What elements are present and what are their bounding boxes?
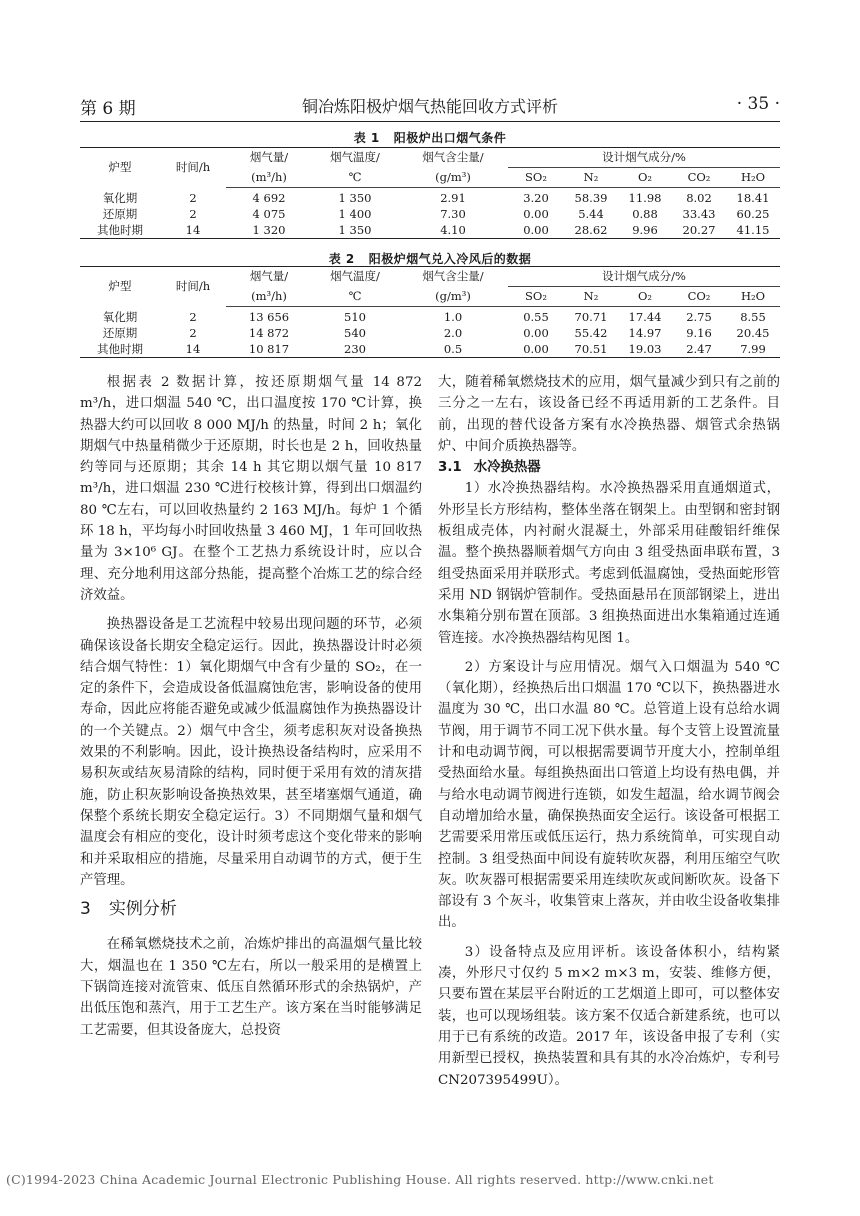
table-row (80, 307, 780, 326)
table-cell: 8.55 (740, 310, 766, 324)
table-row (80, 222, 780, 239)
table1-header-dust: 烟气含尘量/ (398, 148, 508, 168)
table-cell: 230 (312, 341, 398, 358)
table-cell: 氧化期 (102, 190, 138, 205)
table2-number: 表 2 (328, 252, 355, 266)
table-cell: 4 692 (252, 191, 286, 205)
table-cell: 70.51 (564, 341, 618, 358)
table-cell: 其他时期 (80, 222, 160, 239)
table-cell: 0.88 (632, 207, 658, 221)
table-cell: 33.43 (682, 207, 716, 221)
table1-header-temp-unit: ℃ (312, 168, 398, 188)
table-cell: 1 350 (338, 191, 372, 205)
table-cell: 9.96 (618, 222, 672, 239)
table-cell: 7.30 (440, 207, 466, 221)
table2-header-so2: SO₂ (508, 287, 564, 307)
table1-caption (80, 129, 780, 146)
table2-header-co2: CO₂ (672, 287, 726, 307)
table2-header-dust-unit: (g/m³) (398, 287, 508, 307)
body-paragraph: 根据表 2 数据计算，按还原期烟气量 14 872 m³/h，进口烟温 540 ℃，出口温度按 170 ℃计算，换热器大约可以回收 8 000 MJ/h 的热量，时间 2 h；氧化期烟气中热量稍微少于还原期，时长也是 2 h，回收热量约等同与还原期；其余 14 h 其它期以烟气量 10 817 m³/h，进口烟温 230 ℃进行校核计算，得到出口烟温约 80 ℃左右，可以回收热量约 2 163 MJ/h。每炉 1 个循环 18 h，平均每小时回收热量 3 460 MJ，1 年可回收热量为 3×10⁶ GJ。在整个工艺热力系统设计时，应以合理、充分地利用这部分热能，提高整个冶炼工艺的综合经济效益。 (80, 375, 422, 603)
table-cell: 0.00 (523, 207, 549, 221)
table1-title: 阳极炉出口烟气条件 (393, 131, 507, 145)
table2-header-composition: 设计烟气成分/% (508, 267, 780, 287)
table1-header-time: 时间/h (160, 148, 226, 188)
table-cell: 其他时期 (80, 341, 160, 358)
table-cell: 18.41 (736, 191, 770, 205)
table1-header-so2: SO₂ (508, 168, 564, 188)
section-number: 3 (80, 899, 91, 920)
table-cell: 1 320 (226, 222, 312, 239)
page-number: · 35 · (736, 94, 780, 114)
subsection-number: 3.1 (438, 460, 462, 476)
table-cell: 58.39 (574, 191, 608, 205)
subsection-title: 水冷换热器 (473, 460, 541, 476)
table1-header-o2: O₂ (618, 168, 672, 188)
table-cell: 20.27 (672, 222, 726, 239)
table2-caption (80, 250, 780, 267)
table-cell: 510 (344, 310, 366, 324)
table2-title: 阳极炉烟气兑入冷风后的数据 (368, 252, 532, 266)
body-paragraph: 换热器设备是工艺流程中较易出现问题的环节，必须确保该设备长期安全稳定运行。因此，换热器设计时必须结合烟气特性：1）氧化期烟气中含有少量的 SO₂，在一定的条件下，会造成设备低温腐蚀危害，影响设备的使用寿命，因此应将能否避免或减少低温腐蚀作为换热器设计的一个关键点。2）烟气中含尘，须考虑积灰对设备换热效果的不利影响。因此，设计换热设备结构时，应采用不易积灰或结灰易清除的结构，同时便于采用有效的清灰措施，防止积灰影响设备换热效果，甚至堵塞烟气通道，确保整个系统长期安全稳定运行。3）不同期烟气量和烟气温度会有相应的变化，设计时须考虑这个变化带来的影响和并采取相应的措施，尽量采用自动调节的方式，便于生产管理。 (80, 617, 422, 888)
body-paragraph: 在稀氧燃烧技术之前，冶炼炉排出的高温烟气量比较大，烟温也在 1 350 ℃左右，所以一般采用的是横置上下锅筒连接对流管束、低压自然循环形式的余热锅炉，产出低压饱和蒸汽，用于工艺生产。该方案在当时能够满足工艺需要，但其设备庞大，总投资 (80, 937, 422, 1038)
table1-header-composition: 设计烟气成分/% (508, 148, 780, 168)
table-cell: 55.42 (574, 326, 608, 340)
table-cell: 2.47 (672, 341, 726, 358)
copyright-footer: (C)1994-2023 China Academic Journal Electronic Publishing House. All rights reserved. http://www.cnki.net (6, 1172, 714, 1187)
table2-header-h2o: H₂O (726, 287, 780, 307)
table-cell: 13 656 (248, 310, 290, 324)
table-cell: 14 (160, 222, 226, 239)
issue-number: 第 6 期 (80, 99, 136, 119)
section-heading (80, 899, 422, 920)
table2-header-furnace: 炉型 (80, 267, 160, 307)
table-cell: 还原期 (102, 207, 138, 221)
table-cell: 20.45 (736, 326, 770, 340)
table-cell: 7.99 (726, 341, 780, 358)
table-cell: 70.71 (574, 310, 608, 324)
table1-header-flow-unit: (m³/h) (226, 168, 312, 188)
table2-header-o2: O₂ (618, 287, 672, 307)
table1-header-temp: 烟气温度/ (312, 148, 398, 168)
body-paragraph: 3）设备特点及应用评析。该设备体积小，结构紧凑，外形尺寸仅约 5 m×2 m×3 m，安装、维修方便，只要布置在某层平台附近的工艺烟道上即可，可以整体安装，也可以现场组装。该方案不仅适合新建系统，也可以用于已有系统的改造。2017 年，该设备申报了专利（实用新型已授权，换热装置和具有其的水冷冶炼炉，专利号 CN207395499U）。 (438, 944, 780, 1088)
running-title: 铜冶炼阳极炉烟气热能回收方式评析 (301, 97, 558, 116)
table-cell: 4.10 (398, 222, 508, 239)
table-cell: 11.98 (628, 191, 662, 205)
table-cell: 17.44 (628, 310, 662, 324)
table-cell: 1 400 (338, 207, 372, 221)
table1-header-n2: N₂ (564, 168, 618, 188)
table-cell: 0.5 (398, 341, 508, 358)
table-cell: 2 (189, 207, 197, 221)
table-cell: 0.00 (508, 222, 564, 239)
table1-header-h2o: H₂O (726, 168, 780, 188)
table-cell: 60.25 (736, 207, 770, 221)
section-title: 实例分析 (108, 899, 177, 920)
table-cell: 2 (189, 309, 197, 324)
table-cell: 0.55 (523, 310, 549, 324)
table-cell: 4 075 (252, 207, 286, 221)
table-cell: 1.0 (443, 310, 463, 324)
table2-header-temp: 烟气温度/ (312, 267, 398, 287)
table-cell: 氧化期 (102, 309, 138, 324)
table-cell: 14.97 (628, 326, 662, 340)
table-cell: 14 (160, 341, 226, 358)
table-cell: 9.16 (686, 326, 712, 340)
right-column (438, 372, 780, 1091)
table-cell: 8.02 (686, 191, 712, 205)
table1-header-furnace: 炉型 (80, 148, 160, 188)
table2-header-flow: 烟气量/ (226, 267, 312, 287)
table-cell: 还原期 (102, 326, 138, 340)
table1 (80, 147, 780, 239)
body-paragraph: 1）水冷换热器结构。水冷换热器采用直通烟道式，外形呈长方形结构，整体坐落在钢架上。由型钢和密封钢板组成壳体，内衬耐火混凝土，外部采用硅酸铝纤维保温。整个换热器顺着烟气方向由 3 组受热面串联布置，3 组受热面采用并联形式。考虑到低温腐蚀，受热面蛇形管采用 ND 钢锅炉管制作。受热面悬吊在顶部钢梁上，进出水集箱分别布置在顶部。3 组换热面进出水集箱通过连通管连接。水冷换热器结构见图 1。 (438, 481, 780, 646)
body-paragraph: 大，随着稀氧燃烧技术的应用，烟气量减少到只有之前的三分之一左右，该设备已经不再适用新的工艺条件。目前，出现的替代设备方案有水冷换热器、烟管式余热锅炉、中间介质换热器等。 (438, 375, 780, 454)
table-cell: 2.91 (440, 191, 466, 205)
table2-header-time: 时间/h (160, 267, 226, 307)
table-cell: 10 817 (226, 341, 312, 358)
table2-header-temp-unit: ℃ (312, 287, 398, 307)
table-cell: 41.15 (726, 222, 780, 239)
table-cell: 0.00 (523, 326, 549, 340)
table-cell: 0.00 (508, 341, 564, 358)
table-cell: 28.62 (564, 222, 618, 239)
subsection-heading (438, 457, 780, 478)
table2-header-dust: 烟气含尘量/ (398, 267, 508, 287)
table-row (80, 206, 780, 222)
table-cell: 2 (189, 190, 197, 205)
table-row (80, 188, 780, 207)
table-row (80, 325, 780, 341)
table1-header-dust-unit: (g/m³) (398, 168, 508, 188)
table2-header-flow-unit: (m³/h) (226, 287, 312, 307)
table-cell: 19.03 (618, 341, 672, 358)
table2-header-n2: N₂ (564, 287, 618, 307)
left-column (80, 372, 422, 1041)
table-cell: 2.0 (443, 326, 463, 340)
table-cell: 540 (344, 326, 366, 340)
table1-number: 表 1 (353, 131, 380, 145)
table-cell: 1 350 (312, 222, 398, 239)
table2 (80, 266, 780, 358)
table1-header-co2: CO₂ (672, 168, 726, 188)
table1-header-flow: 烟气量/ (226, 148, 312, 168)
table-cell: 2.75 (686, 310, 712, 324)
table-cell: 14 872 (248, 326, 290, 340)
table-cell: 5.44 (578, 207, 604, 221)
page-header (80, 92, 780, 122)
body-paragraph: 2）方案设计与应用情况。烟气入口烟温为 540 ℃（氧化期），经换热后出口烟温 170 ℃以下，换热器进水温度为 30 ℃，出口水温 80 ℃。总管道上设有总给水调节阀，用于调节不同工况下供水量。每个支管上设置流量计和电动调节阀，可以根据需要调节开度大小，控制单组受热面给水量。每组换热面出口管道上均设有热电偶，并与给水电动调节阀进行连锁，如发生超温，给水调节阀会自动增加给水量，确保换热面安全运行。该设备可根据工艺需要采用常压或低压运行，热力系统简单，可实现自动控制。3 组受热面中间设有旋转吹灰器，利用压缩空气吹灰。吹灰器可根据需要采用连续吹灰或间断吹灰。设备下部设有 3 个灰斗，收集管束上落灰，并由收尘设备收集排出。 (438, 659, 780, 931)
table-cell: 3.20 (523, 191, 549, 205)
table-row (80, 341, 780, 358)
table-cell: 2 (189, 326, 197, 340)
